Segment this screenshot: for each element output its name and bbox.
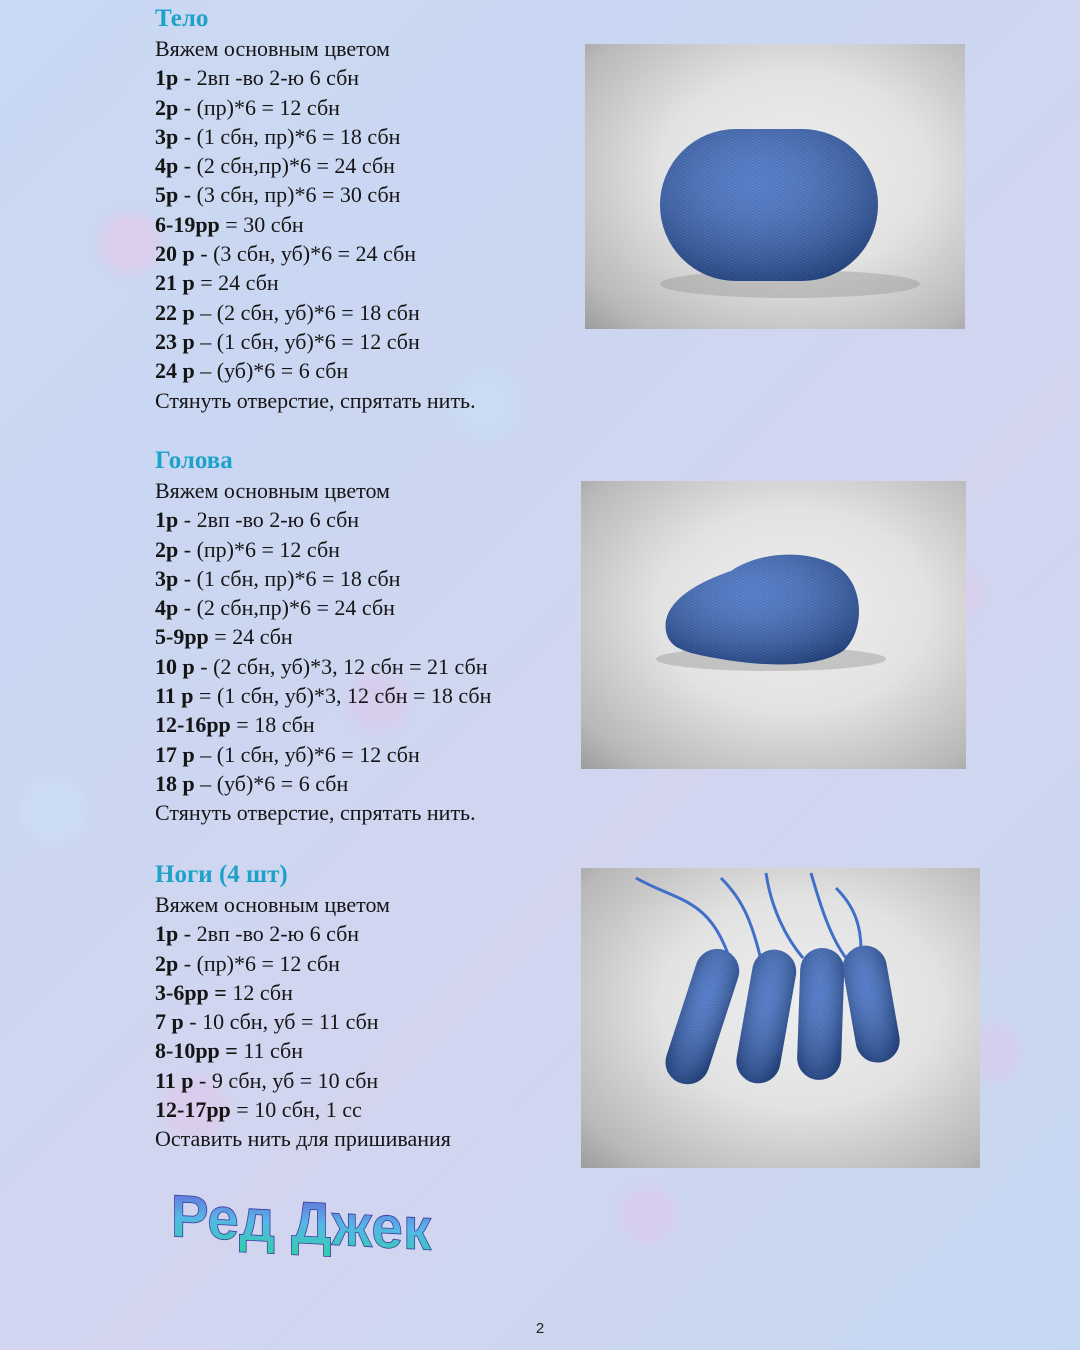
row-text: Стянуть отверстие, спрятать нить. [155,800,476,826]
section-body [155,4,476,415]
photo-body [585,44,965,329]
instruction-line [155,798,491,827]
row-text: = 10 сбн, 1 сс [230,1097,362,1123]
instruction-line [155,122,476,151]
row-text: 11 сбн [237,1038,304,1064]
row-label: 10 р [155,653,195,679]
row-label: 4р [155,595,179,621]
instruction-line [155,180,476,209]
row-label: 12-17рр [155,1097,231,1123]
row-text: – (уб)*6 = 6 сбн [194,358,349,384]
section-title: Тело [155,5,209,32]
row-text: Вяжем основным цветом [155,892,390,917]
instruction-line [155,949,451,978]
instruction-lines [155,890,451,1154]
row-label: 22 р [155,299,195,325]
row-text: Оставить нить для пришивания [155,1126,451,1152]
row-text: - (пр)*6 = 12 сбн [178,536,340,562]
row-text: Стянуть отверстие, спрятать нить. [155,387,476,413]
row-label: 3р [155,565,179,591]
row-label: 5р [155,182,179,208]
section-title: Голова [155,447,233,474]
row-text: 12 сбн [226,979,293,1005]
row-label: 8-10рр = [155,1038,238,1064]
instruction-lines [155,34,476,415]
row-text: = 30 сбн [219,211,304,237]
row-text: - 2вп -во 2-ю 6 сбн [178,921,360,947]
brand-text: Ред Джек [170,1183,432,1264]
instruction-line [155,34,476,63]
row-text: – (уб)*6 = 6 сбн [194,770,349,796]
row-label: 18 р [155,770,195,796]
section-head [155,446,491,828]
row-label: 12-16рр [155,712,231,738]
row-text: = 18 сбн [230,712,315,738]
row-text: - (2 сбн,пр)*6 = 24 сбн [178,153,395,179]
row-label: 2р [155,94,179,120]
instruction-lines [155,476,491,828]
page-number: 2 [535,1320,545,1337]
instruction-line [155,356,476,385]
row-label: 1р [155,921,179,947]
row-label: 3р [155,123,179,149]
row-text: Вяжем основным цветом [155,36,390,61]
row-label: 21 р [155,270,195,296]
photo-head [581,481,966,769]
instruction-line [155,505,491,534]
row-label: 3-6рр = [155,979,227,1005]
instruction-line [155,769,491,798]
instruction-line [155,210,476,239]
instruction-line [155,386,476,415]
instruction-line [155,63,476,92]
instruction-line [155,710,491,739]
row-text: = 24 сбн [208,624,293,650]
row-label: 2р [155,536,179,562]
brand-logo [165,1168,475,1278]
instruction-line [155,890,451,919]
row-text: - (пр)*6 = 12 сбн [178,94,340,120]
row-label: 4р [155,153,179,179]
instruction-line [155,239,476,268]
row-text: - (3 сбн, пр)*6 = 30 сбн [178,182,401,208]
row-label: 11 р [155,1067,194,1093]
instruction-line [155,1066,451,1095]
row-text: - 10 сбн, уб = 11 сбн [183,1009,379,1035]
instruction-line [155,151,476,180]
row-text: - (1 сбн, пр)*6 = 18 сбн [178,123,401,149]
row-text: - (1 сбн, пр)*6 = 18 сбн [178,565,401,591]
row-label: 24 р [155,358,195,384]
section-title: Ноги (4 шт) [155,861,288,888]
row-label: 20 р [155,241,195,267]
instruction-line [155,564,491,593]
row-label: 5-9рр [155,624,209,650]
instruction-line [155,740,491,769]
section-legs [155,860,451,1154]
row-text: - 9 сбн, уб = 10 сбн [193,1067,379,1093]
row-text: - (2 сбн, уб)*3, 12 сбн = 21 сбн [194,653,488,679]
row-text: – (1 сбн, уб)*6 = 12 сбн [194,328,420,354]
instruction-line [155,1124,451,1153]
row-text: – (2 сбн, уб)*6 = 18 сбн [194,299,420,325]
instruction-line [155,919,451,948]
instruction-line [155,1007,451,1036]
row-label: 6-19рр [155,211,220,237]
instruction-line [155,93,476,122]
row-label: 1р [155,507,179,533]
row-text: = (1 сбн, уб)*3, 12 сбн = 18 сбн [193,683,492,709]
instruction-line [155,652,491,681]
row-text: - (2 сбн,пр)*6 = 24 сбн [178,595,395,621]
instruction-line [155,298,476,327]
row-text: – (1 сбн, уб)*6 = 12 сбн [194,741,420,767]
instruction-line [155,476,491,505]
instruction-line [155,1036,451,1065]
row-text: - (пр)*6 = 12 сбн [178,950,340,976]
row-text: = 24 сбн [194,270,279,296]
row-text: - (3 сбн, уб)*6 = 24 сбн [194,241,417,267]
row-label: 11 р [155,683,194,709]
row-label: 7 р [155,1009,184,1035]
row-label: 23 р [155,328,195,354]
instruction-line [155,978,451,1007]
instruction-line [155,681,491,710]
photo-legs [581,868,980,1168]
row-label: 17 р [155,741,195,767]
instruction-line [155,622,491,651]
row-text: - 2вп -во 2-ю 6 сбн [178,507,360,533]
row-text: - 2вп -во 2-ю 6 сбн [178,65,360,91]
row-text: Вяжем основным цветом [155,478,390,503]
instruction-line [155,268,476,297]
instruction-line [155,1095,451,1124]
row-label: 1р [155,65,179,91]
instruction-line [155,535,491,564]
instruction-line [155,327,476,356]
instruction-line [155,593,491,622]
row-label: 2р [155,950,179,976]
